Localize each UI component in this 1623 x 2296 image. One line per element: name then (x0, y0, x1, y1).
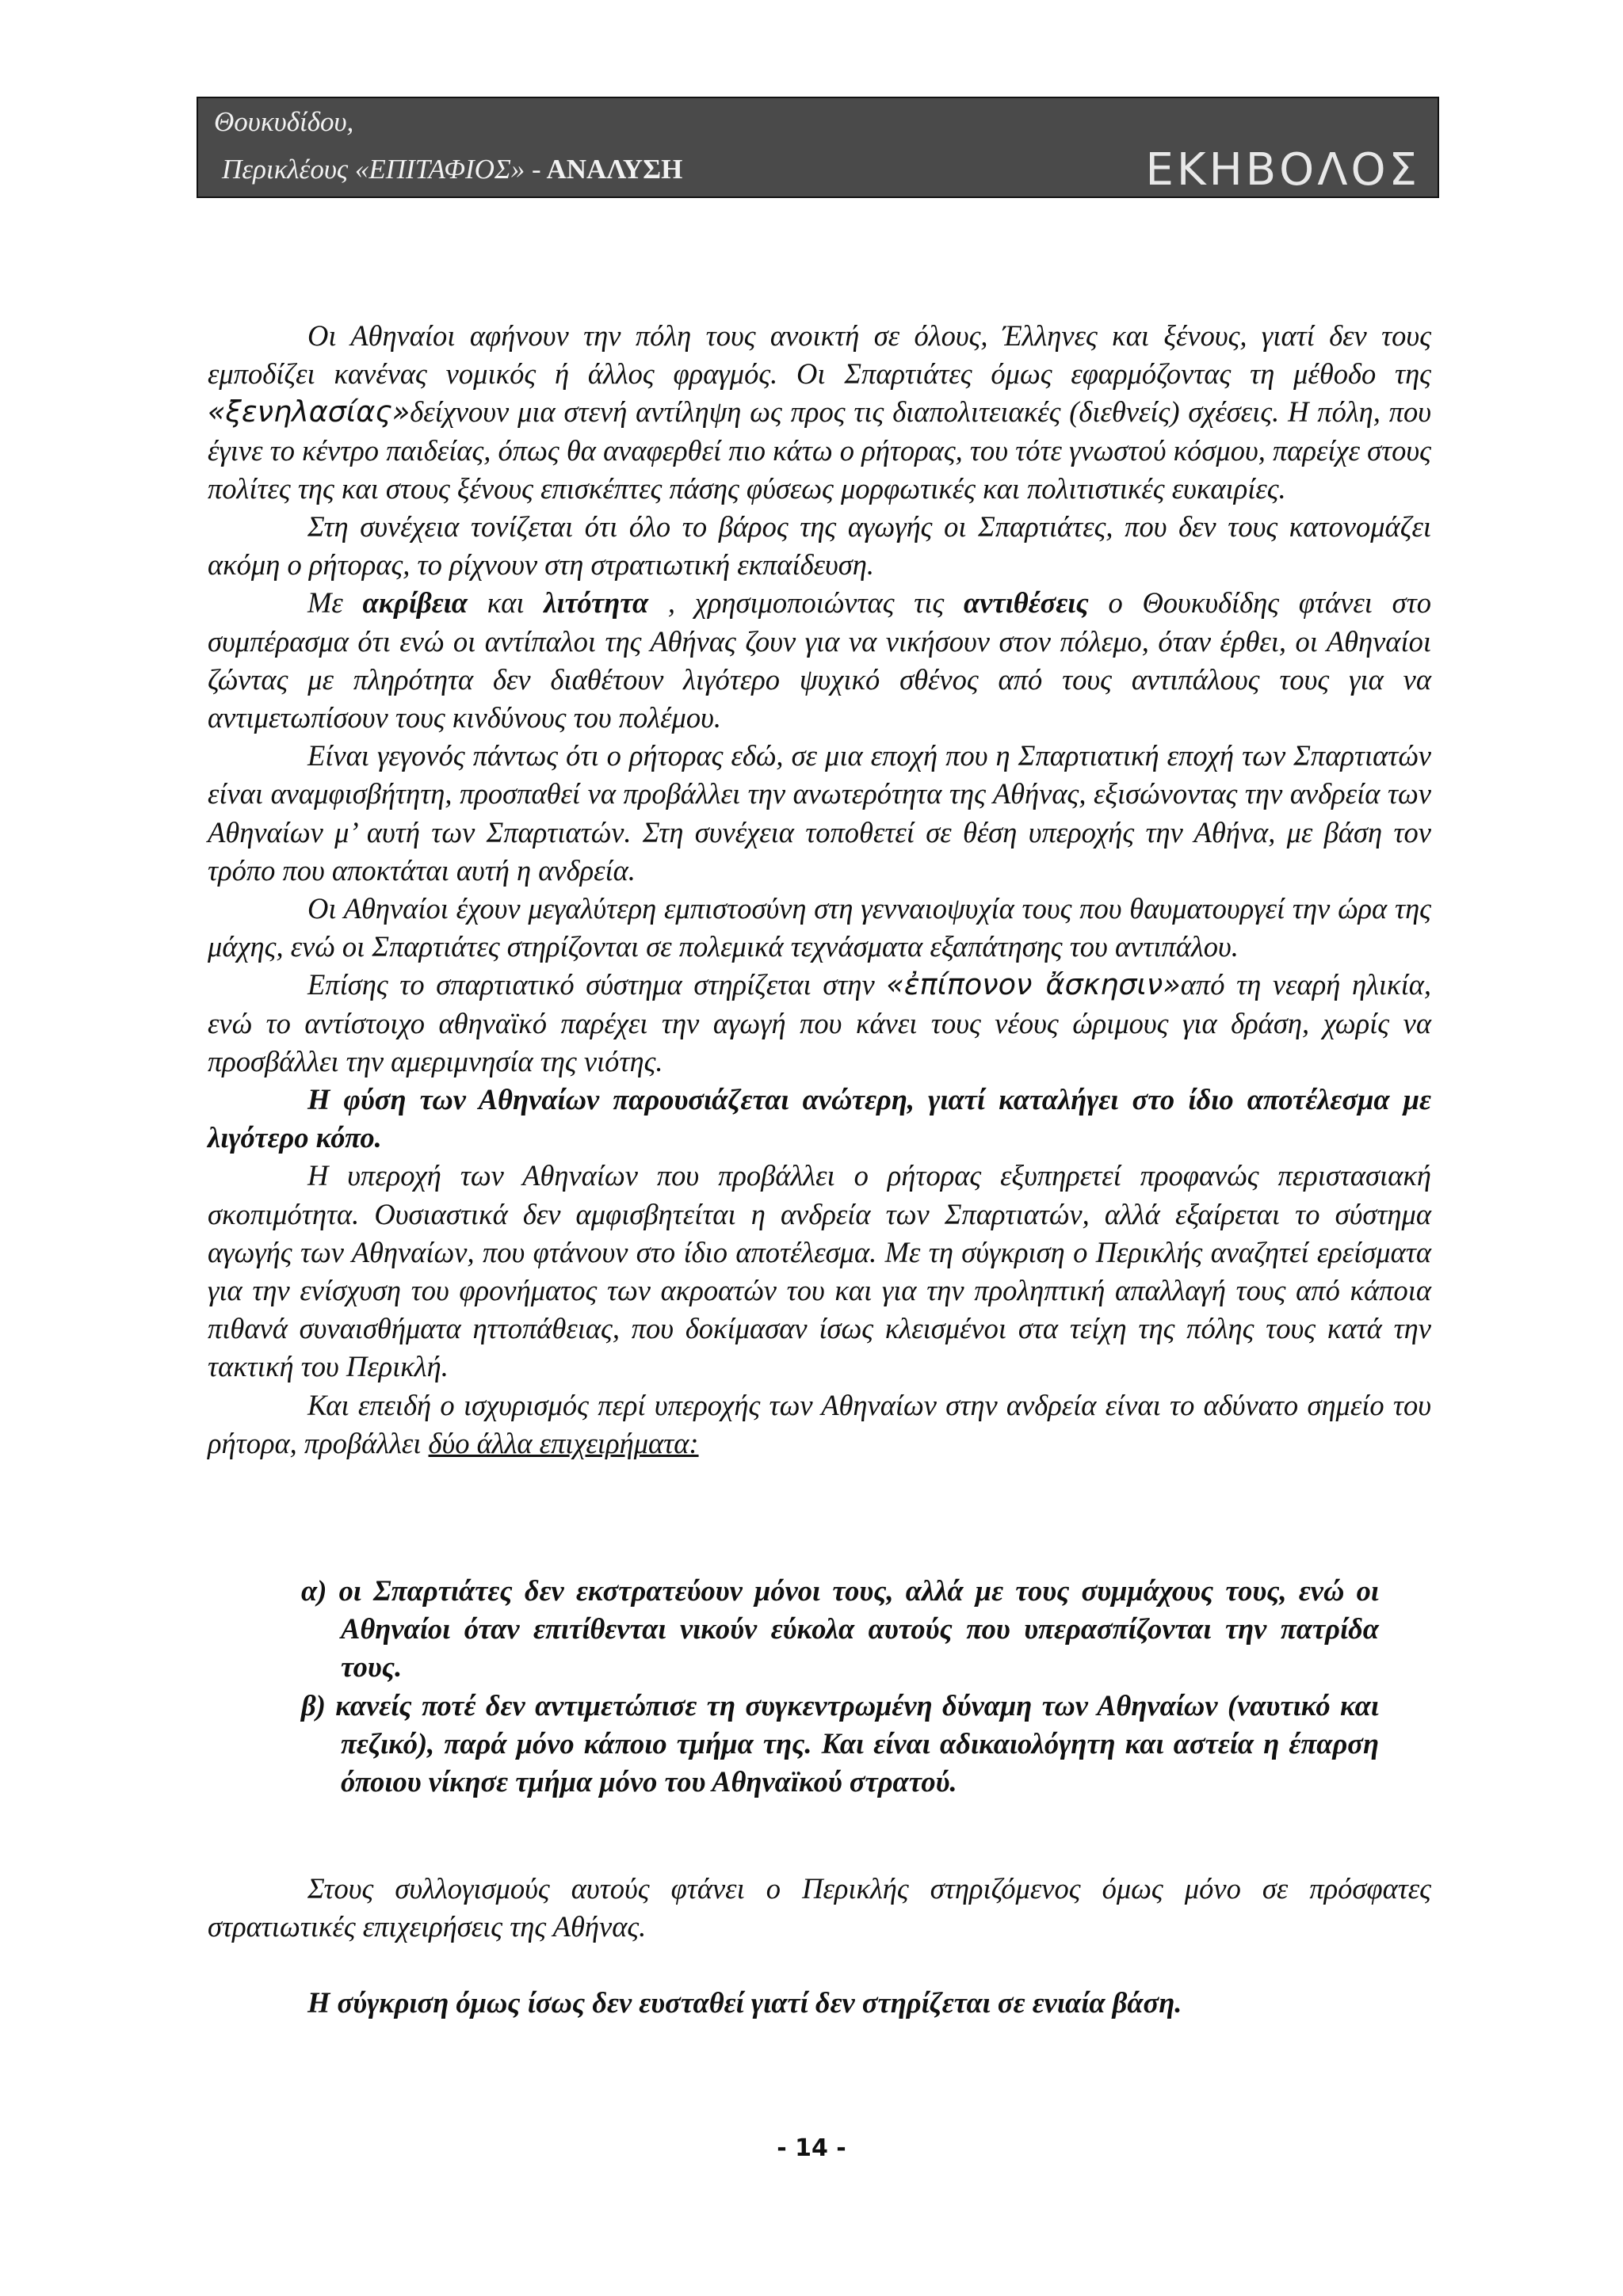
paragraph-7 (208, 1081, 1431, 1157)
paragraph-7-bold: Η φύση των Αθηναίων παρουσιάζεται ανώτερη, γιατί καταλήγει στο ίδιο αποτέλεσμα με λιγότερο κόπο. (208, 1083, 1431, 1154)
paragraph-3-text-3: , χρησιμοποιώντας τις (648, 586, 964, 620)
paragraph-9-text: Και επειδή ο ισχυρισμός περί υπεροχής των Αθηναίων στην ανδρεία είναι το αδύνατο σημείο του ρήτορα, προβάλλει (208, 1388, 1431, 1459)
term-epiponon-askisin: «ἐπίπονον ἄσκησιν» (886, 967, 1181, 1002)
paragraph-5: Οι Αθηναίοι έχουν μεγαλύτερη εμπιστοσύνη στη γενναιοψυχία τους που θαυματουργεί την ώρα της μάχης, ενώ οι Σπαρτιάτες στηρίζονται σε πολεμικά τεχνάσματα εξαπάτησης του αντιπάλου. (208, 892, 1431, 963)
term-xenilasia: «ξενηλασίας» (208, 395, 411, 429)
paragraph-3-text: Με (307, 586, 363, 620)
paragraph-6-text-cont: από τη νεαρή ηλικία, ενώ το αντίστοιχο αθηναϊκό παρέχει την αγωγή που κάνει τους νέους ώριμους για δράση, χωρίς να προσβάλλει την αμεριμνησία της νιότης. (208, 968, 1431, 1077)
paragraph-9 (208, 1386, 1431, 1463)
page-header (197, 97, 1439, 198)
paragraph-3-text-2: και (468, 586, 544, 620)
term-akriveia: ακρίβεια (362, 586, 468, 620)
header-title-italic: Περικλέους «ΕΠΙΤΑΦΙΟΣ» - (222, 154, 541, 185)
header-title-bold: ΑΝΑΛΥΣΗ (540, 154, 683, 185)
paragraph-4: Είναι γεγονός πάντως ότι ο ρήτορας εδώ, σε μια εποχή που η Σπαρτιατική εποχή των Σπαρτιατών είναι αναμφισβήτητη, προσπαθεί να προβάλλει την ανωτερότητα της Αθήνας, εξισώνοντας την ανδρεία των Αθηναίων μ’ αυτή των Σπαρτιατών. Στη συνέχεια τοποθετεί σε θέση υπεροχής την Αθήνα, με βάση τον τρόπο που αποκτάται αυτή η ανδρεία. (208, 739, 1431, 887)
arguments-list (301, 1572, 1379, 1801)
paragraph-6 (208, 966, 1431, 1081)
list-item: α) οι Σπαρτιάτες δεν εκστρατεύουν μόνοι τους, αλλά με τους συμμάχους τους, ενώ οι Αθηναίοι όταν επιτίθενται νικούν εύκολα αυτούς που υπερασπίζονται την πατρίδα τους. (301, 1574, 1379, 1684)
header-logo: ΕΚΗΒΟΛΟΣ (1145, 144, 1420, 196)
paragraph-3-text-4: ο Θουκυδίδης φτάνει στο συμπέρασμα ότι ενώ οι αντίπαλοι της Αθήνας ζουν για να νικήσουν στον πόλεμο, όταν έρθει, οι Αθηναίοι ζώντας με πληρότητα δεν διαθέτουν λιγότερο ψυχικό σθένος από τους αντιπάλους τους για να αντιμετωπίσουν τους κινδύνους του πολέμου. (208, 586, 1431, 734)
header-author: Θουκυδίδου, (214, 106, 354, 137)
header-title (222, 154, 682, 185)
term-antitheseis: αντιθέσεις (964, 586, 1089, 620)
closing-statement: Η σύγκριση όμως ίσως δεν ευσταθεί γιατί δεν στηρίζεται σε ενιαία βάση. (307, 1986, 1182, 2019)
paragraph-2: Στη συνέχεια τονίζεται ότι όλο το βάρος της αγωγής οι Σπαρτιάτες, που δεν τους κατονομάζει ακόμη ο ρήτορας, το ρίχνουν στη στρατιωτική εκπαίδευση. (208, 510, 1431, 582)
paragraph-3 (208, 584, 1431, 737)
paragraph-1 (208, 317, 1431, 508)
paragraph-1-text-cont: δείχνουν μια στενή αντίληψη ως προς τις διαπολιτειακές (διεθνείς) σχέσεις. Η πόλη, που έγινε το κέντρο παιδείας, όπως θα αναφερθεί πιο κάτω ο ρήτορας, του τότε γνωστού κόσμου, παρείχε στους πολίτες της και στους ξένους επισκέπτες πάσης φύσεως μορφωτικές και πολιτιστικές ευκαιρίες. (208, 395, 1431, 505)
page-number: - 14 - (777, 2134, 846, 2162)
underlined-arguments: δύο άλλα επιχειρήματα: (428, 1426, 699, 1459)
paragraph-1-text: Οι Αθηναίοι αφήνουν την πόλη τους ανοικτή σε όλους, Έλληνες και ξένους, γιατί δεν τους εμποδίζει κανένας νομικός ή άλλος φραγμός. Οι Σπαρτιάτες όμως εφαρμόζοντας τη μέθοδο της (208, 319, 1431, 391)
closing-paragraph: Στους συλλογισμούς αυτούς φτάνει ο Περικλής στηριζόμενος όμως μόνο σε πρόσφατες στρατιωτικές επιχειρήσεις της Αθήνας. (208, 1872, 1431, 1943)
paragraph-8: Η υπεροχή των Αθηναίων που προβάλλει ο ρήτορας εξυπηρετεί προφανώς περιστασιακή σκοπιμότητα. Ουσιαστικά δεν αμφισβητείται η ανδρεία των Σπαρτιατών, αλλά εξαίρεται το σύστημα αγωγής των Αθηναίων, που φτάνουν στο ίδιο αποτέλεσμα. Με τη σύγκριση ο Περικλής αναζητεί ερείσματα για την ενίσχυση του φρονήματος των ακροατών του και για την προληπτική απαλλαγή τους από κάποια πιθανά συναισθήματα ηττοπάθειας, που δοκίμασαν ίσως κλεισμένοι στα τείχη της πόλης τους κατά την τακτική του Περικλή. (208, 1159, 1431, 1383)
paragraph-6-text: Επίσης το σπαρτιατικό σύστημα στηρίζεται στην (307, 968, 887, 1001)
list-item: β) κανείς ποτέ δεν αντιμετώπισε τη συγκεντρωμένη δύναμη των Αθηναίων (ναυτικό και πεζικό), παρά μόνο κάποιο τμήμα της. Και είναι αδικαιολόγητη και αστεία η έπαρση όποιου νίκησε τμήμα μόνο του Αθηναϊκού στρατού. (301, 1688, 1379, 1798)
main-text (208, 317, 1431, 1463)
term-litotita: λιτότητα (544, 586, 649, 620)
